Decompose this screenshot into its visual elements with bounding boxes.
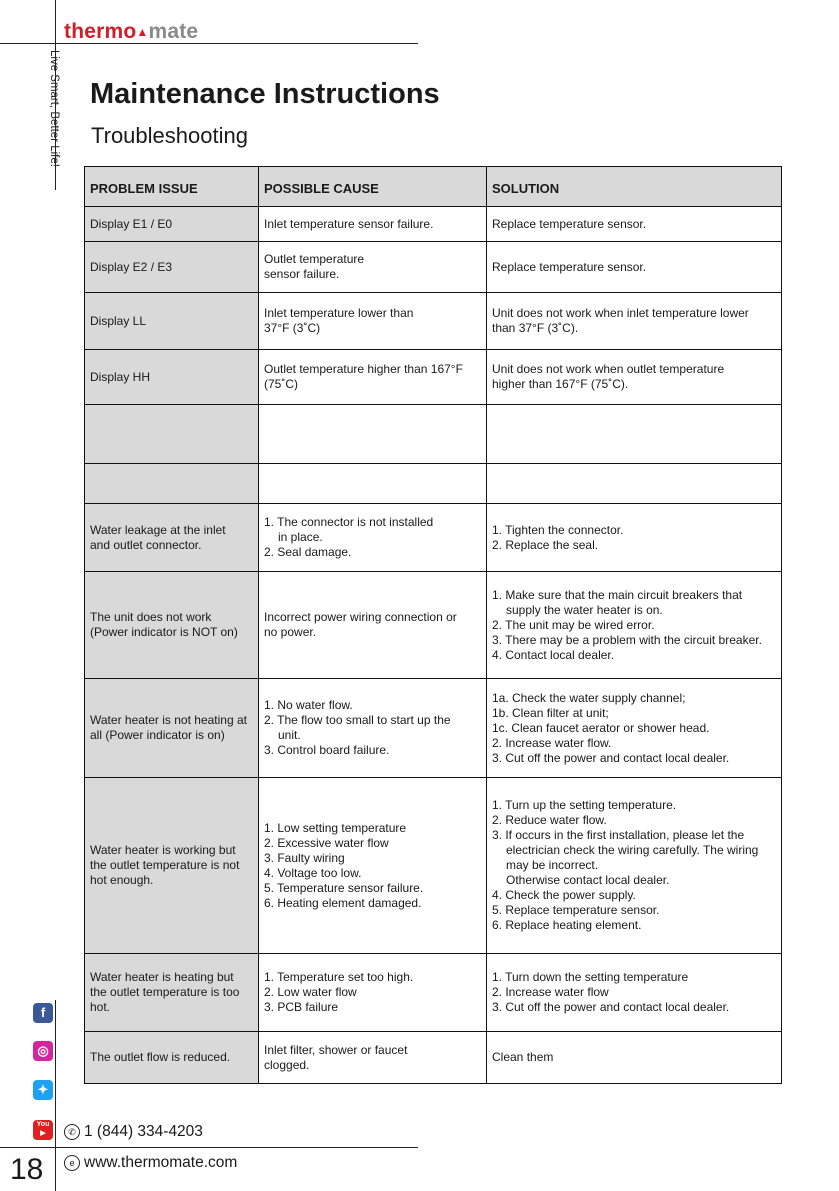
cell-line: 2. Increase water flow. [492, 735, 612, 750]
cell-line: 1. Low setting temperature [264, 820, 407, 835]
logo-text-thermo: thermo [64, 20, 137, 43]
cell-line: Inlet temperature lower than [264, 306, 414, 320]
cell-line: hot enough. [90, 873, 154, 887]
problem-cell [85, 242, 259, 293]
problem-cell [85, 679, 259, 778]
solution-cell [487, 242, 782, 293]
cell-line: may be incorrect. [506, 858, 599, 872]
cell-line: 3. If occurs in the first installation, please let the [492, 828, 745, 842]
table-row [85, 572, 782, 679]
cell-line: Display HH [90, 369, 151, 384]
cell-line: 1. Turn up the setting temperature. [492, 798, 677, 812]
cause-cell [259, 242, 487, 293]
cell-line: Inlet filter, shower or faucet [264, 1042, 408, 1057]
cell-line: 1. The connector is not installed [264, 515, 434, 529]
logo-text-mate: mate [148, 20, 199, 43]
cell-line: Replace temperature sensor. [492, 259, 647, 274]
problem-cell [85, 954, 259, 1032]
cell-line: 1. Tighten the connector. [492, 522, 624, 537]
cause-cell [259, 207, 487, 242]
cell-line: than 37°F (3˚C). [492, 321, 579, 335]
problem-cell [85, 572, 259, 679]
cause-cell [259, 293, 487, 350]
cell-line: and outlet connector. [90, 537, 202, 552]
table-row [85, 207, 782, 242]
page-number: 18 [10, 1153, 44, 1186]
cell-line: 3. Cut off the power and contact local dealer. [492, 1000, 730, 1014]
cell-line: 6. Heating element damaged. [264, 895, 422, 910]
problem-cell [85, 350, 259, 405]
brand-logo [64, 20, 198, 44]
solution-cell [487, 504, 782, 572]
cell-line: Display E1 / E0 [90, 216, 173, 231]
flame-icon: ▲ [136, 25, 149, 39]
left-rule-bottom [55, 1000, 56, 1191]
cell-line: all (Power indicator is on) [90, 728, 225, 742]
cause-cell [259, 954, 487, 1032]
cell-line: 1. No water flow. [264, 698, 353, 712]
phone-number[interactable]: 1 (844) 334-4203 [84, 1123, 203, 1140]
cell-line: The unit does not work [90, 610, 212, 624]
solution-cell [487, 954, 782, 1032]
cell-line: 3. Control board failure. [264, 743, 390, 757]
cell-line: 4. Contact local dealer. [492, 647, 615, 662]
cell-line: (75˚C) [264, 377, 299, 391]
cell-line: 4. Check the power supply. [492, 888, 636, 902]
cell-line: 2. Reduce water flow. [492, 813, 607, 827]
solution-cell [487, 350, 782, 405]
cause-cell [259, 1032, 487, 1084]
instagram-icon[interactable]: ◎ [33, 1041, 53, 1061]
cause-cell [259, 778, 487, 954]
website-link[interactable]: www.thermomate.com [84, 1154, 238, 1171]
table-row [85, 293, 782, 350]
cause-cell [259, 572, 487, 679]
cell-line: 1b. Clean filter at unit; [492, 705, 609, 720]
globe-icon: e [64, 1155, 80, 1171]
cell-line: 5. Temperature sensor failure. [264, 880, 424, 895]
cell-line: hot. [90, 1000, 111, 1014]
problem-cell [85, 207, 259, 242]
cell-line: 1c. Clean faucet aerator or shower head. [492, 720, 710, 735]
cell-line: 5. Replace temperature sensor. [492, 903, 660, 917]
twitter-icon[interactable]: ✦ [33, 1080, 53, 1100]
cell-line: 1. Temperature set too high. [264, 970, 414, 984]
cell-line: 1. Turn down the setting temperature [492, 970, 689, 984]
table-row [85, 1032, 782, 1084]
problem-cell [85, 778, 259, 954]
cell-line: Water heater is heating but [90, 970, 234, 984]
table-row [85, 405, 782, 464]
cell-line: Clean them [492, 1050, 554, 1064]
cell-line: 6. Replace heating element. [492, 918, 642, 932]
cell-line: 2. Replace the seal. [492, 537, 599, 552]
table-row [85, 954, 782, 1032]
table-row [85, 350, 782, 405]
cell-line: 2. The flow too small to start up the [264, 713, 451, 727]
footer-divider [0, 1147, 418, 1148]
problem-cell [85, 293, 259, 350]
cell-line: Water heater is not heating at [90, 713, 247, 727]
solution-cell [487, 572, 782, 679]
cell-line: 2. Excessive water flow [264, 835, 389, 850]
cell-line: 1. Make sure that the main circuit breakers that [492, 587, 743, 602]
problem-cell [85, 1032, 259, 1084]
table-row [85, 778, 782, 954]
cell-line: in place. [278, 530, 323, 544]
cell-line: 4. Voltage too low. [264, 865, 362, 880]
cell-line: (Power indicator is NOT on) [90, 625, 238, 639]
cause-cell [259, 504, 487, 572]
solution-cell [487, 778, 782, 954]
cell-line: Otherwise contact local dealer. [506, 873, 670, 887]
cell-line: 2. The unit may be wired error. [492, 617, 655, 632]
header-problem-issue: PROBLEM ISSUE [85, 167, 259, 207]
cell-line: The outlet flow is reduced. [90, 1050, 231, 1064]
table-header-row [85, 167, 782, 207]
solution-cell [487, 293, 782, 350]
cell-line: 3. Cut off the power and contact local dealer. [492, 750, 730, 765]
solution-cell [487, 679, 782, 778]
cell-line: the outlet temperature is not [90, 858, 240, 872]
page-title: Maintenance Instructions [90, 78, 440, 110]
cell-line: 1a. Check the water supply channel; [492, 690, 686, 705]
cell-line: 3. PCB failure [264, 1000, 339, 1014]
phone-icon: ✆ [64, 1124, 80, 1140]
cell-line: Water leakage at the inlet [90, 522, 226, 537]
cell-line: 3. Faulty wiring [264, 850, 345, 865]
table-body [85, 207, 782, 1084]
table-row [85, 679, 782, 778]
cause-cell [259, 464, 487, 504]
header-possible-cause: POSSIBLE CAUSE [259, 167, 487, 207]
cell-line: higher than 167°F (75˚C). [492, 377, 629, 391]
tagline: Live Smart, Better Life! [48, 50, 60, 167]
cell-line: Display LL [90, 313, 147, 328]
cell-line: Replace temperature sensor. [492, 216, 647, 231]
cell-line: 2. Increase water flow [492, 985, 609, 999]
problem-cell [85, 405, 259, 464]
cell-line: Water heater is working but [90, 843, 236, 857]
solution-cell [487, 405, 782, 464]
cell-line: Unit does not work when inlet temperature lower [492, 306, 749, 320]
cause-cell [259, 350, 487, 405]
facebook-icon[interactable]: f [33, 1003, 53, 1023]
cell-line: 2. Seal damage. [264, 545, 352, 559]
table-row [85, 504, 782, 572]
cause-cell [259, 679, 487, 778]
youtube-icon[interactable]: You ▶ [33, 1120, 53, 1140]
cell-line: Incorrect power wiring connection or [264, 610, 457, 624]
cell-line: the outlet temperature is too [90, 985, 240, 999]
cell-line: sensor failure. [264, 267, 340, 281]
table-row [85, 242, 782, 293]
problem-cell [85, 464, 259, 504]
section-subtitle: Troubleshooting [91, 123, 248, 148]
cell-line: Outlet temperature higher than 167°F [264, 362, 463, 376]
cell-line: 37°F (3˚C) [264, 321, 321, 335]
header-divider [0, 43, 418, 44]
problem-cell [85, 504, 259, 572]
cell-line: 2. Low water flow [264, 985, 357, 999]
cell-line: 3. There may be a problem with the circuit breaker. [492, 632, 762, 647]
solution-cell [487, 207, 782, 242]
cell-line: Outlet temperature [264, 252, 365, 266]
cell-line: Display E2 / E3 [90, 259, 173, 274]
cell-line: no power. [264, 625, 317, 639]
cell-line: unit. [278, 728, 301, 742]
cell-line: Inlet temperature sensor failure. [264, 216, 434, 231]
cell-line: clogged. [264, 1057, 310, 1072]
cell-line: supply the water heater is on. [506, 602, 663, 617]
cause-cell [259, 405, 487, 464]
solution-cell [487, 1032, 782, 1084]
troubleshooting-table [84, 166, 782, 1084]
solution-cell [487, 464, 782, 504]
table-row [85, 464, 782, 504]
cell-line: Unit does not work when outlet temperature [492, 362, 725, 376]
header-solution: SOLUTION [487, 167, 782, 207]
cell-line: electrician check the wiring carefully. The wiring [506, 843, 759, 857]
